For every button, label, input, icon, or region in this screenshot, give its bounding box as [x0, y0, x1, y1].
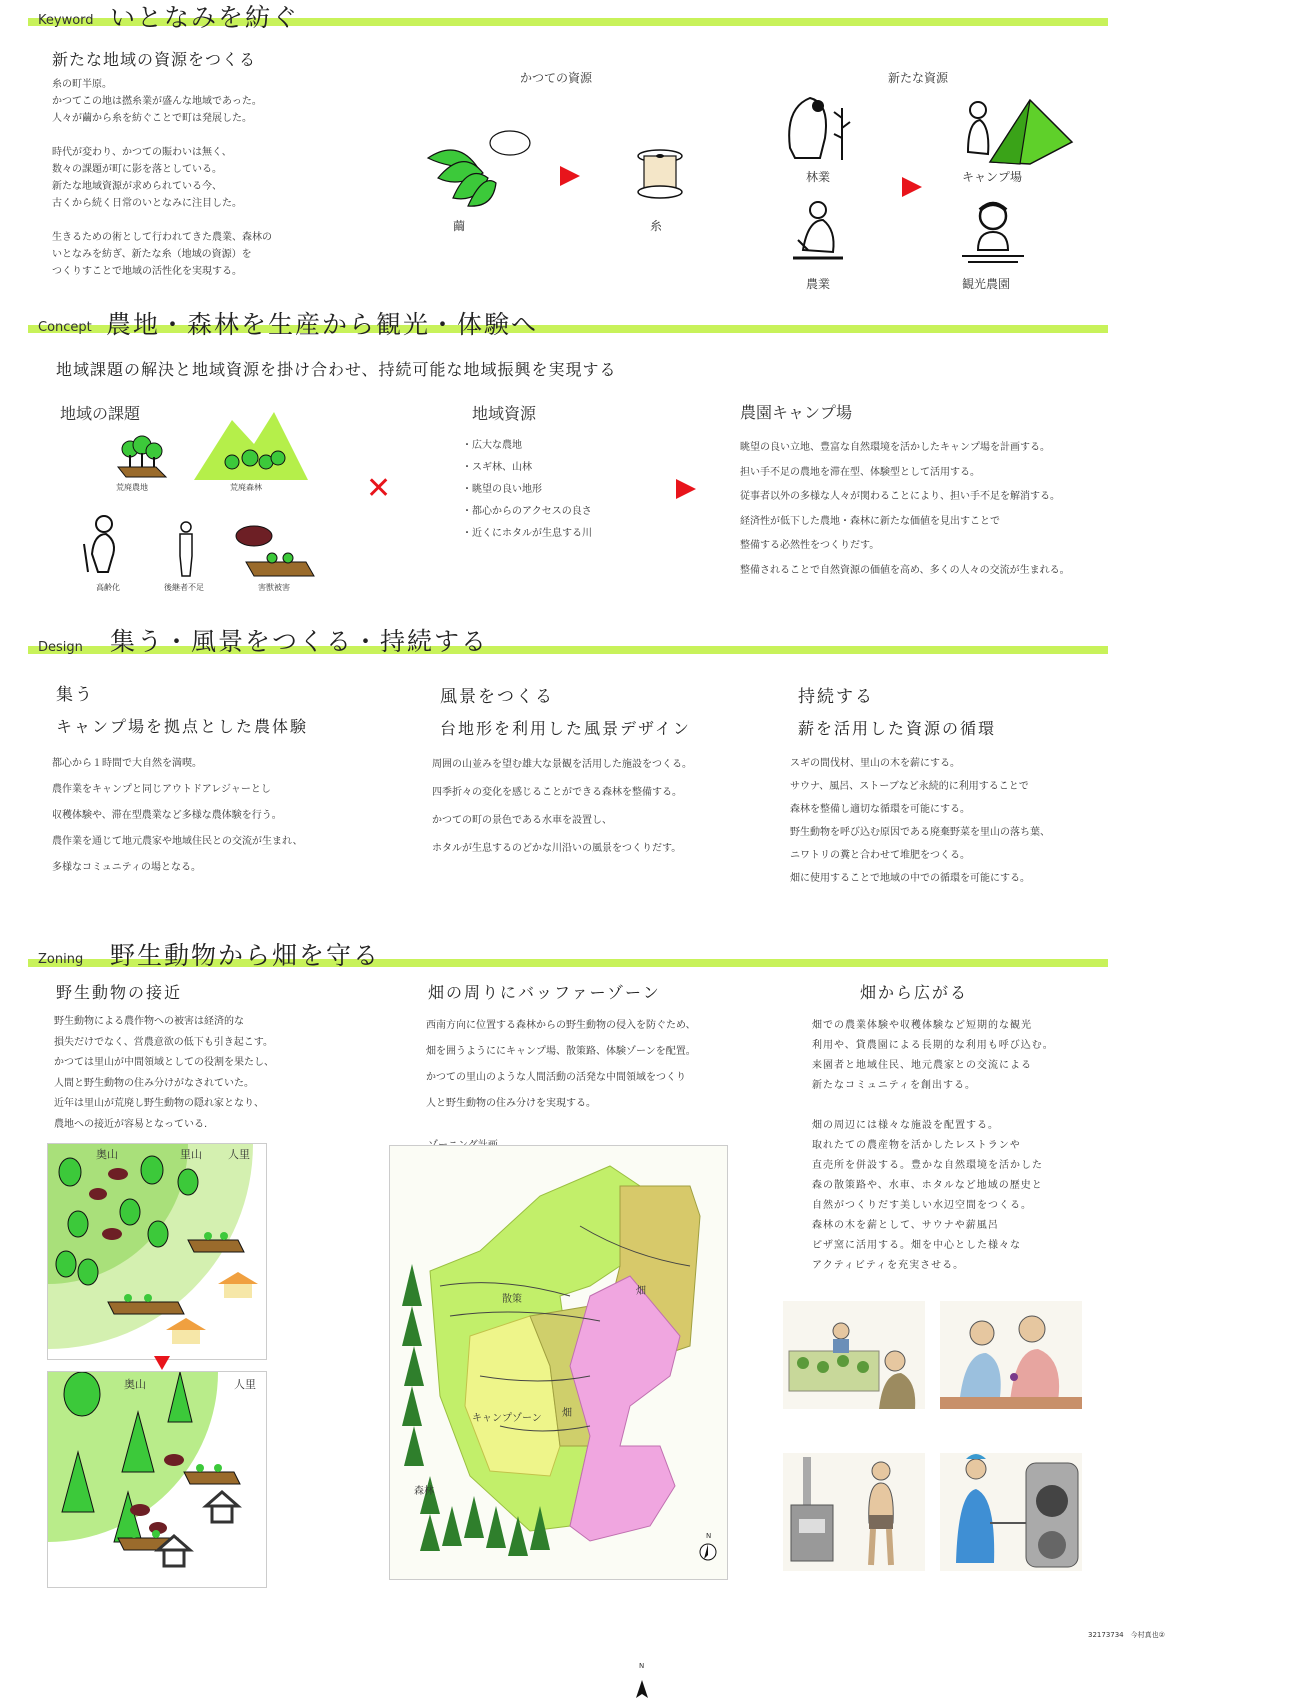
arrow-right-icon	[676, 479, 696, 499]
zoning-text-line: アクティビティを充実させる。	[812, 1260, 965, 1271]
zoning-text-line: 利用や、貸農園による長期的な利用も呼び込む。	[812, 1040, 1054, 1051]
zoning-heading-3: 畑から広がる	[860, 983, 969, 1002]
present-okuyama: 奥山	[124, 1378, 146, 1391]
footer-north-label: N	[639, 1662, 645, 1670]
map-north-label: N	[706, 1532, 712, 1540]
zoning-text-line: かつては里山が中間領域としての役割を果たし、	[54, 1057, 274, 1068]
zoning-diagram-past	[47, 1143, 267, 1360]
tourist-farm-illustration	[958, 200, 1028, 266]
paragraph-line: 生きるための術として行われてきた農業、森林の	[52, 232, 272, 243]
zoning-text-line: 近年は里山が荒廃し野生動物の隠れ家となり、	[54, 1098, 264, 1109]
camp-text-line: 眺望の良い立地、豊富な自然環境を活かしたキャンプ場を計画する。	[740, 442, 1050, 453]
zoning-text-line: 新たなコミュニティを創出する。	[812, 1080, 976, 1091]
design-text-line: 都心から１時間で大自然を満喫。	[52, 758, 202, 769]
resources-heading: 地域資源	[472, 404, 537, 423]
resource-item: ・近くにホタルが生息する川	[462, 528, 592, 539]
label-mayu: 繭	[453, 219, 466, 233]
keyword-subtitle: 新たな地域の資源をつくる	[52, 50, 257, 69]
camp-heading: 農園キャンプ場	[740, 403, 853, 422]
keyword-paragraph	[52, 76, 272, 280]
design-text-line: スギの間伐材、里山の木を薪にする。	[790, 758, 960, 769]
zoning-text-line: 人と野生動物の住み分けを実現する。	[426, 1098, 596, 1109]
label-camp: キャンプ場	[962, 170, 1023, 184]
zoning-tag: Zoning	[38, 952, 84, 967]
compass-icon	[698, 1542, 718, 1562]
resource-item: ・広大な農地	[462, 440, 522, 451]
design-text-line: 農作業を通じて地元農家や地域住民との交流が生まれ、	[52, 836, 303, 847]
sketch-pizza-oven	[940, 1453, 1082, 1571]
abandoned-forest-icon	[192, 410, 310, 482]
paragraph-line: 時代が変わり、かつての賑わいは無く、	[52, 147, 232, 158]
map-label-camp: キャンプゾーン	[472, 1413, 542, 1424]
sketch-sauna	[783, 1453, 925, 1571]
design-text-line: 多様なコミュニティの場となる。	[52, 862, 201, 873]
compass-icon	[634, 1680, 650, 1700]
design-text-line: ニワトリの糞と合わせて堆肥をつくる。	[790, 850, 970, 861]
thread-spool-illustration	[630, 148, 690, 200]
design-text-line: かつての町の景色である水車を設置し、	[432, 815, 612, 826]
design-heading-2: 風景をつくる	[440, 687, 554, 707]
label-kanko: 観光農園	[962, 277, 1011, 291]
zoning-text-1	[54, 1012, 274, 1135]
zoning-text-line	[812, 1096, 1054, 1116]
past-okuyama: 奥山	[96, 1148, 118, 1161]
footer-id: 32173734 今村真也②	[1088, 1631, 1165, 1639]
paragraph-line: 数々の課題が町に影を落としている。	[52, 164, 222, 175]
design-text-line: 野生動物を呼び込む原因である廃棄野菜を里山の落ち葉、	[790, 827, 1050, 838]
resource-item: ・都心からのアクセスの良さ	[462, 506, 592, 517]
paragraph-line: 新たな地域資源が求められている今、	[52, 181, 222, 192]
zoning-text-line: かつての里山のような人間活動の活発な中間領域をつくり	[426, 1072, 686, 1083]
zoning-title: 野生動物から畑を守る	[110, 941, 381, 970]
zoning-text-line: ピザ窯に活用する。畑を中心とした様々な	[812, 1240, 1021, 1251]
paragraph-line: つくりすことで地域の活性化を実現する。	[52, 266, 242, 277]
design-text-2	[432, 751, 692, 863]
camp-text-line: 整備されることで自然資源の価値を高め、多くの人々の交流が生まれる。	[740, 564, 1070, 576]
zoning-map	[389, 1145, 728, 1580]
paragraph-line: 人々が繭から糸を紡ぐことで町は発展した。	[52, 113, 252, 124]
issue-label-4: 後継者不足	[164, 583, 204, 592]
past-hitozato: 人里	[228, 1148, 250, 1161]
zoning-text-line: 森林の木を薪として、サウナや薪風呂	[812, 1220, 999, 1231]
arrow-right-icon	[902, 177, 922, 197]
zoning-text-line: 野生動物による農作物への被害は経済的な	[54, 1016, 244, 1027]
issue-label-2: 荒廃森林	[230, 483, 262, 492]
paragraph-line	[52, 212, 272, 229]
successor-shortage-icon	[174, 520, 198, 578]
cross-icon: ✕	[366, 471, 392, 506]
arrow-right-icon	[560, 166, 580, 186]
map-label-shinrin: 森林	[414, 1486, 434, 1497]
map-label-hatake2: 畑	[562, 1408, 572, 1419]
zoning-text-line: 人間と野生動物の住み分けがなされていた。	[54, 1077, 254, 1089]
paragraph-line	[52, 127, 272, 144]
new-resources-heading: 新たな資源	[888, 71, 949, 85]
campsite-illustration	[960, 92, 1075, 170]
label-ito: 糸	[650, 219, 663, 233]
design-title: 集う・風景をつくる・持続する	[110, 627, 489, 656]
paragraph-line: いとなみを紡ぎ、新たな糸（地域の資源）を	[52, 249, 252, 260]
zoning-heading-1: 野生動物の接近	[56, 983, 183, 1002]
design-text-1	[52, 751, 303, 881]
concept-tag: Concept	[38, 320, 92, 335]
arrow-down-icon	[154, 1356, 170, 1370]
elderly-icon	[78, 514, 126, 574]
cocoon-illustration	[418, 128, 538, 210]
past-satoyama: 里山	[180, 1148, 202, 1161]
issue-label-3: 高齢化	[96, 583, 120, 592]
map-label-hatake: 畑	[636, 1286, 646, 1297]
present-hitozato: 人里	[234, 1378, 256, 1391]
sketch-harvest	[940, 1301, 1082, 1409]
design-text-line: 四季折々の変化を感じることができる森林を整備する。	[432, 787, 682, 798]
design-tag: Design	[38, 640, 83, 655]
design-text-line: 収穫体験や、滞在型農業など多様な農体験を行う。	[52, 810, 282, 821]
camp-text	[740, 436, 1070, 583]
design-text-line: 周囲の山並みを望む雄大な景観を活用した施設をつくる。	[432, 759, 692, 770]
concept-title: 農地・森林を生産から観光・体験へ	[106, 310, 539, 339]
zoning-text-line: 自然がつくりだす美しい水辺空間をつくる。	[812, 1200, 1032, 1211]
zoning-heading-2: 畑の周りにバッファーゾーン	[428, 983, 661, 1002]
design-sub-2: 台地形を利用した風景デザイン	[440, 719, 691, 738]
camp-text-line: 従事者以外の多様な人々が関わることにより、担い手不足を解消する。	[740, 491, 1060, 502]
design-text-line: 農作業をキャンプと同じアウトドアレジャーとし	[52, 784, 271, 795]
design-heading-3: 持続する	[798, 687, 874, 707]
keyword-tag: Keyword	[38, 13, 94, 28]
abandoned-farmland-icon	[116, 433, 168, 481]
issue-label-5: 害獣被害	[258, 583, 290, 592]
design-sub-1: キャンプ場を拠点とした農体験	[56, 717, 309, 736]
zoning-text-line: 取れたての農産物を活かしたレストランや	[812, 1140, 1021, 1151]
issues-heading: 地域の課題	[60, 404, 141, 423]
zoning-text-line: 畑での農業体験や収穫体験など短期的な観光	[812, 1020, 1032, 1031]
label-nogyo: 農業	[806, 277, 831, 291]
design-text-line: サウナ、風呂、ストーブなど永続的に利用することで	[790, 781, 1029, 792]
agriculture-illustration	[788, 200, 848, 262]
camp-text-line: 経済性が低下した農地・森林に新たな価値を見出すことで	[740, 515, 1000, 527]
zoning-text-line: 西南方向に位置する森林からの野生動物の侵入を防ぐため、	[426, 1020, 696, 1031]
camp-text-line: 整備する必然性をつくりだす。	[740, 540, 880, 551]
issue-label-1: 荒廃農地	[116, 483, 148, 492]
zoning-diagram-present	[47, 1371, 267, 1588]
zoning-text-line: 農地への接近が容易となっている.	[54, 1118, 208, 1130]
zoning-text-3	[812, 1016, 1054, 1276]
label-ringyo: 林業	[806, 170, 831, 184]
forestry-illustration	[780, 88, 860, 164]
design-text-line: 森林を整備し適切な循環を可能にする。	[790, 804, 970, 815]
design-sub-3: 薪を活用した資源の循環	[798, 719, 997, 738]
paragraph-line: かつてこの地は撚糸業が盛んな地域であった。	[52, 96, 262, 107]
paragraph-line: 糸の町半原。	[52, 79, 112, 90]
keyword-title: いとなみを紡ぐ	[110, 3, 300, 32]
zoning-text-2	[426, 1013, 696, 1117]
map-label-sansaku: 散策	[502, 1294, 522, 1305]
zoning-text-line: 来園者と地域住民、地元農家との交流による	[812, 1060, 1032, 1071]
wildlife-damage-icon	[232, 522, 316, 578]
design-text-line: 畑に使用することで地域の中での循環を可能にする。	[790, 873, 1030, 884]
zoning-text-line: 森の散策路や、水車、ホタルなど地域の歴史と	[812, 1180, 1043, 1191]
design-text-line: ホタルが生息するのどかな川沿いの風景をつくりだす。	[432, 843, 682, 854]
design-heading-1: 集う	[56, 685, 94, 705]
paragraph-line: 古くから続く日常のいとなみに注目した。	[52, 198, 242, 209]
camp-text-line: 担い手不足の農地を滞在型、体験型として活用する。	[740, 466, 980, 478]
zoning-text-line: 損失だけでなく、営農意欲の低下も引き起こす。	[54, 1036, 273, 1048]
concept-lead: 地域課題の解決と地域資源を掛け合わせ、持続可能な地域振興を実現する	[56, 360, 617, 379]
zoning-text-line: 畑を囲うようににキャンプ場、散策路、体験ゾーンを配置。	[426, 1046, 696, 1057]
resources-list	[462, 435, 592, 545]
past-resources-heading: かつての資源	[520, 71, 593, 85]
sketch-farm-stand	[783, 1301, 925, 1409]
design-text-3	[790, 752, 1050, 890]
zoning-text-line: 直売所を併設する。豊かな自然環境を活かした	[812, 1160, 1043, 1171]
resource-item: ・眺望の良い地形	[462, 484, 542, 495]
resource-item: ・スギ林、山林	[462, 462, 532, 473]
zoning-text-line: 畑の周辺には様々な施設を配置する。	[812, 1120, 999, 1131]
